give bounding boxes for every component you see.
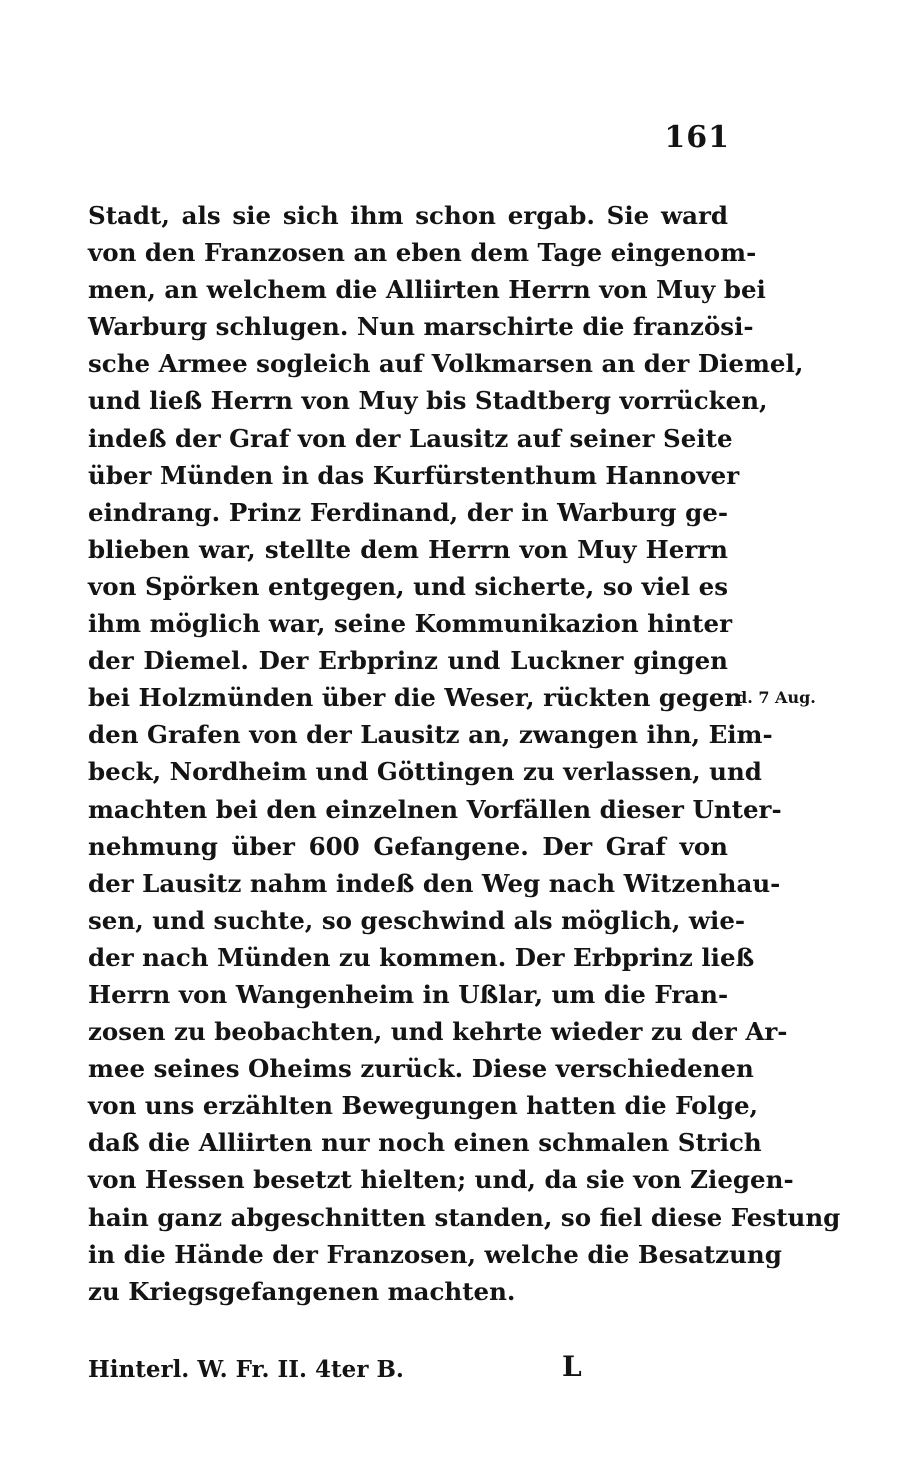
text-line-30: zu Kriegsgefangenen machten. <box>88 1276 516 1306</box>
text-line-24: mee seines Oheims zurück. Diese verschiedenen <box>88 1054 754 1084</box>
text-line-22: Herrn von Wangenheim in Ußlar, um die Fran- <box>88 979 729 1009</box>
gathering-mark: L <box>562 1350 582 1383</box>
text-line-13: der Diemel. Der Erbprinz und Luckner gingen <box>88 646 728 676</box>
text-line-20: sen, und suchte, so geschwind als möglich, wie- <box>88 905 746 935</box>
footer-signature: Hinterl. W. Fr. II. 4ter B. <box>88 1356 404 1383</box>
margin-date-note: d. 7 Aug. <box>736 688 816 707</box>
text-line-3: men, an welchem die Alliirten Herrn von Muy bei <box>88 275 766 305</box>
text-line-25: von uns erzählten Bewegungen hatten die Folge, <box>88 1091 759 1121</box>
text-line-15: den Grafen von der Lausitz an, zwangen ihn, Eim- <box>88 720 773 750</box>
text-line-16: beck, Nordheim und Göttingen zu verlassen, und <box>88 757 762 787</box>
text-line-23: zosen zu beobachten, und kehrte wieder zu der Ar- <box>88 1017 788 1047</box>
text-line-6: und ließ Herrn von Muy bis Stadtberg vorrücken, <box>88 386 768 416</box>
text-line-8: über Münden in das Kurfürstenthum Hannover <box>88 460 740 490</box>
text-line-7: indeß der Graf von der Lausitz auf seiner Seite <box>88 423 733 453</box>
text-line-12: ihm möglich war, seine Kommunikazion hinter <box>88 609 732 639</box>
text-line-4: Warburg schlugen. Nun marschirte die französi- <box>88 312 754 342</box>
text-line-18: nehmung über 600 Gefangene. Der Graf von <box>88 831 728 861</box>
text-line-19: der Lausitz nahm indeß den Weg nach Witzenhau- <box>88 868 781 898</box>
page-footer <box>88 1350 728 1396</box>
text-line-1: Stadt, als sie sich ihm schon ergab. Sie ward <box>88 201 728 230</box>
text-line-2: von den Franzosen an eben dem Tage eingenom- <box>88 238 757 268</box>
text-line-10: blieben war, stellte dem Herrn von Muy Herrn <box>88 534 728 564</box>
text-line-17: machten bei den einzelnen Vorfällen dieser Unter- <box>88 794 782 824</box>
text-line-14: bei Holzmünden über die Weser, rückten gegen <box>88 683 743 713</box>
text-line-28: hain ganz abgeschnitten standen, so fiel diese Festung <box>88 1202 841 1232</box>
text-line-5: sche Armee sogleich auf Volkmarsen an der Diemel, <box>88 349 804 379</box>
page-number: 161 <box>664 120 730 155</box>
text-line-9: eindrang. Prinz Ferdinand, der in Warburg ge- <box>88 497 728 527</box>
text-line-29: in die Hände der Franzosen, welche die Besatzung <box>88 1239 782 1269</box>
text-line-27: von Hessen besetzt hielten; und, da sie von Ziegen- <box>88 1165 794 1195</box>
text-line-11: von Spörken entgegen, und sicherte, so viel es <box>88 571 728 601</box>
text-line-21: der nach Münden zu kommen. Der Erbprinz ließ <box>88 942 755 972</box>
text-line-26: daß die Alliirten nur noch einen schmalen Strich <box>88 1128 762 1158</box>
